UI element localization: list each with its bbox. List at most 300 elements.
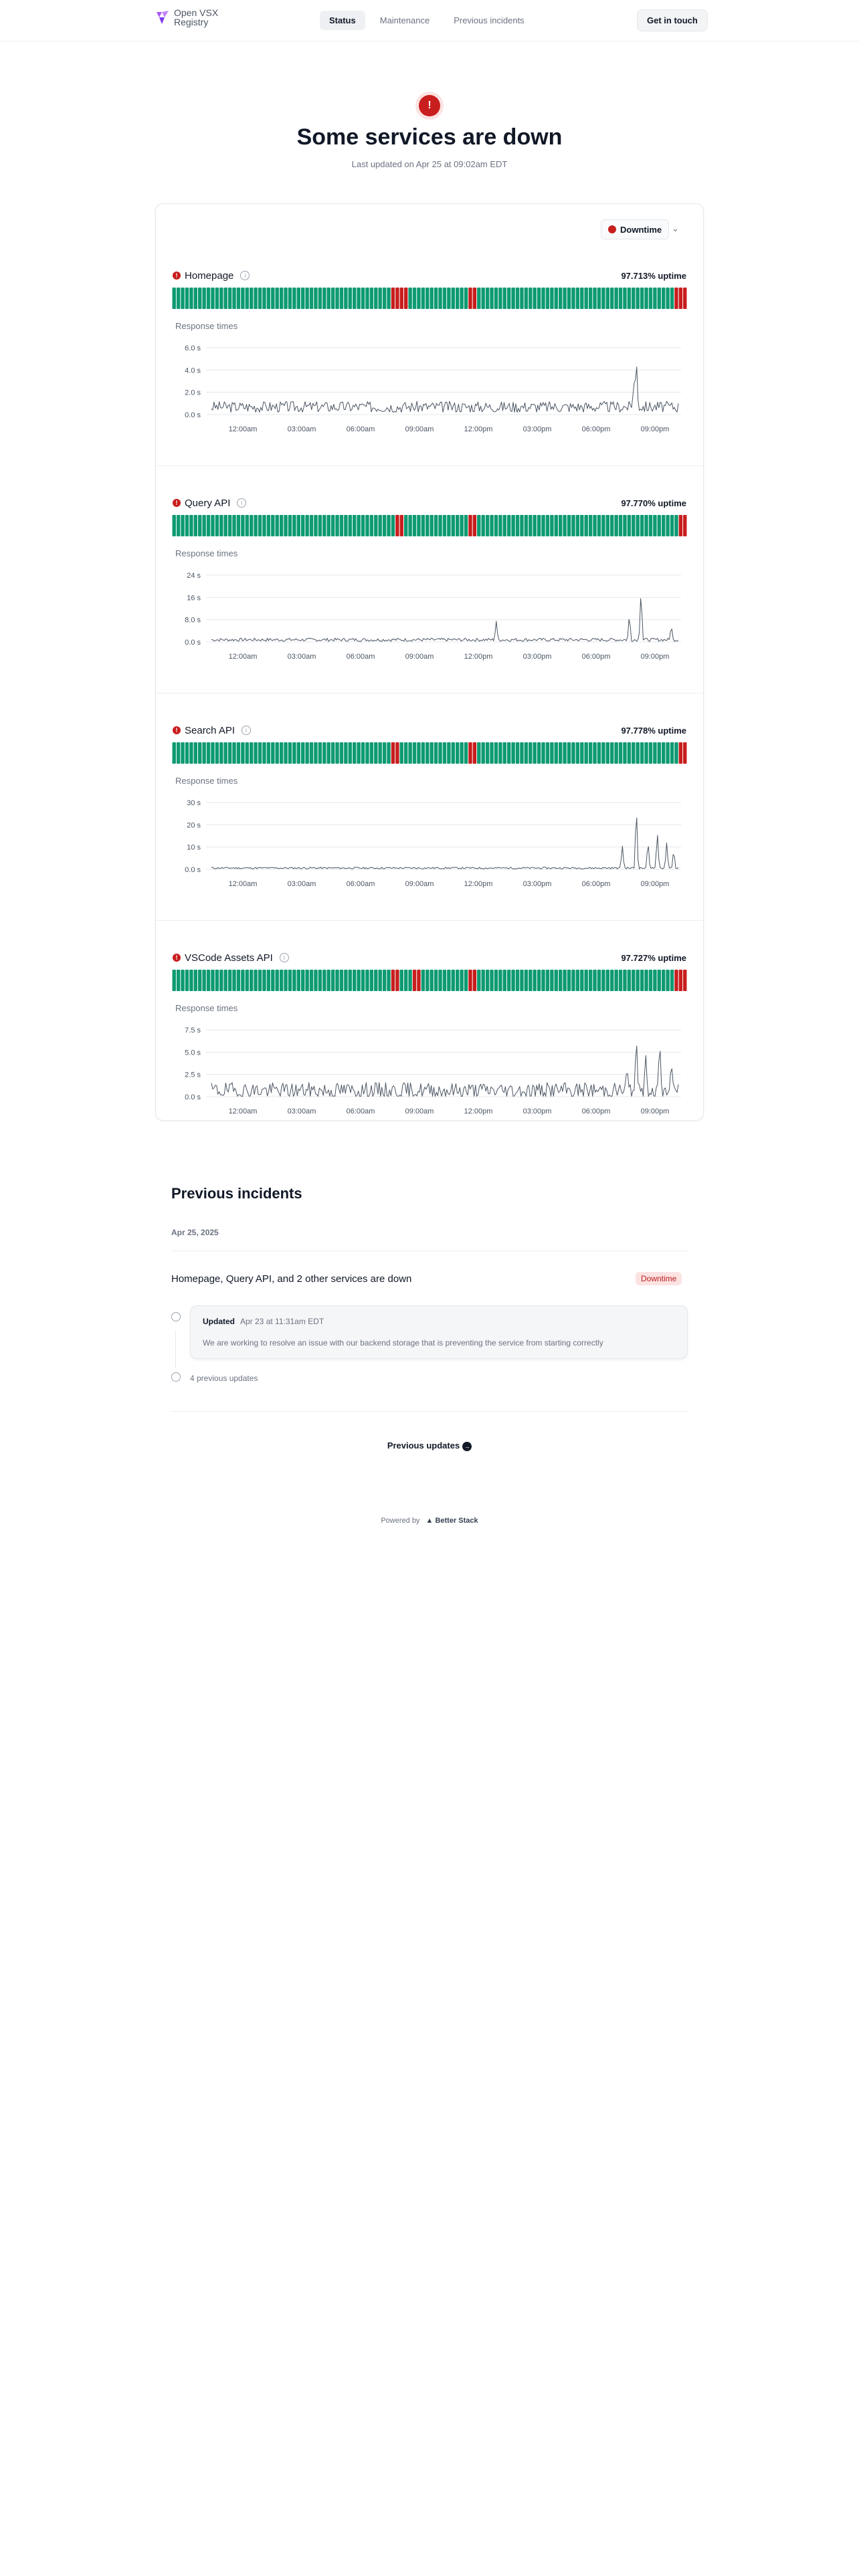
uptime-day-bar[interactable] bbox=[644, 515, 648, 536]
uptime-day-bar[interactable] bbox=[490, 515, 493, 536]
uptime-day-bar[interactable] bbox=[207, 515, 210, 536]
uptime-day-bar[interactable] bbox=[370, 742, 373, 764]
uptime-day-bar[interactable] bbox=[610, 288, 613, 309]
uptime-day-bar[interactable] bbox=[181, 742, 184, 764]
uptime-day-bar[interactable] bbox=[640, 515, 644, 536]
uptime-day-bar[interactable] bbox=[284, 515, 287, 536]
uptime-day-bar[interactable] bbox=[421, 970, 425, 991]
uptime-day-bar[interactable] bbox=[632, 288, 635, 309]
uptime-day-bar[interactable] bbox=[349, 970, 352, 991]
uptime-day-bar[interactable] bbox=[404, 515, 407, 536]
uptime-day-bar[interactable] bbox=[189, 742, 193, 764]
uptime-day-bar[interactable] bbox=[614, 742, 617, 764]
get-in-touch-button[interactable]: Get in touch bbox=[637, 9, 708, 31]
uptime-day-bar[interactable] bbox=[297, 515, 300, 536]
uptime-day-bar[interactable] bbox=[322, 742, 326, 764]
uptime-day-bar[interactable] bbox=[670, 742, 674, 764]
status-filter-select[interactable] bbox=[601, 219, 669, 239]
uptime-day-bar[interactable] bbox=[477, 742, 480, 764]
uptime-day-bar[interactable] bbox=[443, 742, 446, 764]
uptime-day-bar[interactable] bbox=[211, 970, 214, 991]
uptime-day-bar[interactable] bbox=[391, 515, 395, 536]
uptime-day-bar[interactable] bbox=[628, 515, 631, 536]
uptime-day-bar[interactable] bbox=[636, 970, 640, 991]
uptime-day-bar[interactable] bbox=[246, 742, 249, 764]
uptime-day-bar[interactable] bbox=[219, 515, 223, 536]
uptime-day-bar[interactable] bbox=[215, 970, 219, 991]
uptime-day-bar[interactable] bbox=[628, 288, 631, 309]
uptime-day-bar[interactable] bbox=[181, 515, 184, 536]
uptime-day-bar[interactable] bbox=[456, 742, 459, 764]
uptime-day-bar[interactable] bbox=[464, 970, 468, 991]
uptime-day-bar[interactable] bbox=[173, 742, 176, 764]
uptime-day-bar[interactable] bbox=[262, 970, 266, 991]
uptime-day-bar[interactable] bbox=[202, 742, 205, 764]
uptime-day-bar[interactable] bbox=[589, 970, 592, 991]
uptime-day-bar[interactable] bbox=[185, 742, 189, 764]
uptime-day-bar[interactable] bbox=[284, 288, 287, 309]
uptime-day-bar[interactable] bbox=[546, 288, 549, 309]
uptime-day-bar[interactable] bbox=[563, 515, 566, 536]
uptime-day-bar[interactable] bbox=[498, 515, 502, 536]
uptime-day-bar[interactable] bbox=[400, 970, 403, 991]
uptime-day-bar[interactable] bbox=[228, 288, 231, 309]
tab-status[interactable]: Status bbox=[320, 11, 365, 30]
uptime-day-bar[interactable] bbox=[606, 288, 609, 309]
uptime-day-bar[interactable] bbox=[473, 288, 476, 309]
previous-updates-button[interactable] bbox=[0, 1440, 859, 1451]
uptime-day-bar[interactable] bbox=[529, 288, 532, 309]
uptime-day-bar[interactable] bbox=[597, 742, 601, 764]
uptime-day-bar[interactable] bbox=[202, 515, 205, 536]
uptime-day-bar[interactable] bbox=[490, 288, 493, 309]
uptime-day-bar[interactable] bbox=[585, 515, 588, 536]
uptime-day-bar[interactable] bbox=[211, 742, 214, 764]
uptime-day-bar[interactable] bbox=[297, 288, 300, 309]
uptime-day-bar[interactable] bbox=[529, 970, 532, 991]
uptime-day-bar[interactable] bbox=[503, 742, 506, 764]
uptime-day-bar[interactable] bbox=[391, 970, 395, 991]
uptime-day-bar[interactable] bbox=[335, 742, 339, 764]
uptime-day-bar[interactable] bbox=[224, 742, 227, 764]
uptime-day-bar[interactable] bbox=[541, 742, 545, 764]
uptime-day-bar[interactable] bbox=[292, 288, 296, 309]
uptime-day-bar[interactable] bbox=[177, 970, 180, 991]
uptime-day-bar[interactable] bbox=[301, 515, 304, 536]
uptime-day-bar[interactable] bbox=[580, 515, 583, 536]
uptime-day-bar[interactable] bbox=[511, 742, 514, 764]
uptime-day-bar[interactable] bbox=[219, 970, 223, 991]
uptime-day-bar[interactable] bbox=[452, 970, 455, 991]
uptime-day-bar[interactable] bbox=[452, 742, 455, 764]
uptime-day-bar[interactable] bbox=[555, 515, 558, 536]
uptime-day-bar[interactable] bbox=[593, 970, 596, 991]
uptime-day-bar[interactable] bbox=[318, 288, 322, 309]
uptime-day-bar[interactable] bbox=[473, 515, 476, 536]
uptime-day-bar[interactable] bbox=[340, 288, 343, 309]
uptime-day-bar[interactable] bbox=[177, 515, 180, 536]
uptime-day-bar[interactable] bbox=[310, 288, 313, 309]
uptime-day-bar[interactable] bbox=[370, 288, 373, 309]
uptime-day-bar[interactable] bbox=[662, 288, 665, 309]
uptime-day-bar[interactable] bbox=[610, 970, 613, 991]
uptime-day-bar[interactable] bbox=[555, 742, 558, 764]
uptime-day-bar[interactable] bbox=[387, 742, 390, 764]
uptime-day-bar[interactable] bbox=[498, 970, 502, 991]
uptime-day-bar[interactable] bbox=[331, 288, 335, 309]
uptime-day-bar[interactable] bbox=[318, 970, 322, 991]
uptime-day-bar[interactable] bbox=[194, 288, 197, 309]
uptime-day-bar[interactable] bbox=[383, 970, 386, 991]
uptime-day-bar[interactable] bbox=[198, 515, 201, 536]
uptime-day-bar[interactable] bbox=[520, 742, 523, 764]
uptime-day-bar[interactable] bbox=[619, 515, 622, 536]
uptime-day-bar[interactable] bbox=[601, 742, 605, 764]
uptime-day-bar[interactable] bbox=[520, 515, 523, 536]
uptime-day-bar[interactable] bbox=[198, 742, 201, 764]
uptime-day-bar[interactable] bbox=[653, 288, 656, 309]
uptime-day-bar[interactable] bbox=[494, 742, 498, 764]
uptime-day-bar[interactable] bbox=[434, 288, 438, 309]
uptime-day-bar[interactable] bbox=[280, 970, 283, 991]
uptime-day-bar[interactable] bbox=[425, 742, 429, 764]
uptime-day-bar[interactable] bbox=[666, 742, 669, 764]
uptime-day-bar[interactable] bbox=[460, 742, 463, 764]
uptime-day-bar[interactable] bbox=[555, 288, 558, 309]
uptime-day-bar[interactable] bbox=[662, 742, 665, 764]
uptime-day-bar[interactable] bbox=[194, 515, 197, 536]
uptime-day-bar[interactable] bbox=[292, 742, 296, 764]
uptime-day-bar[interactable] bbox=[464, 515, 468, 536]
uptime-day-bar[interactable] bbox=[224, 970, 227, 991]
uptime-day-bar[interactable] bbox=[344, 742, 347, 764]
uptime-day-bar[interactable] bbox=[365, 742, 369, 764]
uptime-day-bar[interactable] bbox=[349, 742, 352, 764]
uptime-day-bar[interactable] bbox=[580, 970, 583, 991]
uptime-day-bar[interactable] bbox=[322, 288, 326, 309]
uptime-day-bar[interactable] bbox=[658, 742, 661, 764]
uptime-day-bar[interactable] bbox=[640, 970, 644, 991]
uptime-day-bar[interactable] bbox=[511, 970, 514, 991]
uptime-day-bar[interactable] bbox=[413, 970, 416, 991]
uptime-day-bar[interactable] bbox=[653, 515, 656, 536]
uptime-day-bar[interactable] bbox=[628, 970, 631, 991]
uptime-day-bar[interactable] bbox=[198, 288, 201, 309]
uptime-day-bar[interactable] bbox=[601, 288, 605, 309]
uptime-day-bar[interactable] bbox=[173, 288, 176, 309]
uptime-day-bar[interactable] bbox=[614, 515, 617, 536]
uptime-day-bar[interactable] bbox=[482, 288, 485, 309]
uptime-day-bar[interactable] bbox=[297, 742, 300, 764]
uptime-day-bar[interactable] bbox=[408, 288, 411, 309]
uptime-day-bar[interactable] bbox=[365, 288, 369, 309]
chevron-down-icon[interactable]: ⌄ bbox=[672, 223, 679, 233]
uptime-day-bar[interactable] bbox=[379, 515, 382, 536]
uptime-day-bar[interactable] bbox=[276, 970, 279, 991]
uptime-day-bar[interactable] bbox=[232, 970, 235, 991]
uptime-day-bar[interactable] bbox=[267, 742, 270, 764]
uptime-day-bar[interactable] bbox=[207, 970, 210, 991]
uptime-day-bar[interactable] bbox=[340, 515, 343, 536]
uptime-day-bar[interactable] bbox=[683, 288, 686, 309]
uptime-day-bar[interactable] bbox=[413, 742, 416, 764]
uptime-day-bar[interactable] bbox=[559, 288, 562, 309]
uptime-day-bar[interactable] bbox=[194, 970, 197, 991]
uptime-day-bar[interactable] bbox=[460, 515, 463, 536]
uptime-day-bar[interactable] bbox=[327, 970, 330, 991]
uptime-day-bar[interactable] bbox=[498, 742, 502, 764]
uptime-day-bar[interactable] bbox=[357, 742, 360, 764]
uptime-day-bar[interactable] bbox=[537, 515, 541, 536]
uptime-day-bar[interactable] bbox=[486, 288, 489, 309]
uptime-day-bar[interactable] bbox=[533, 288, 537, 309]
uptime-day-bar[interactable] bbox=[318, 742, 322, 764]
uptime-day-bar[interactable] bbox=[490, 970, 493, 991]
response-time-series-line[interactable] bbox=[211, 1046, 678, 1096]
uptime-day-bar[interactable] bbox=[614, 970, 617, 991]
uptime-day-bar[interactable] bbox=[258, 742, 262, 764]
uptime-day-bar[interactable] bbox=[430, 970, 434, 991]
uptime-day-bar[interactable] bbox=[185, 515, 189, 536]
uptime-day-bar[interactable] bbox=[486, 515, 489, 536]
uptime-day-bar[interactable] bbox=[576, 742, 579, 764]
uptime-day-bar[interactable] bbox=[541, 288, 545, 309]
uptime-day-bar[interactable] bbox=[301, 288, 304, 309]
uptime-day-bar[interactable] bbox=[379, 288, 382, 309]
uptime-day-bar[interactable] bbox=[662, 515, 665, 536]
uptime-day-bar[interactable] bbox=[237, 742, 240, 764]
uptime-day-bar[interactable] bbox=[202, 288, 205, 309]
uptime-day-bar[interactable] bbox=[395, 742, 399, 764]
uptime-day-bar[interactable] bbox=[658, 970, 661, 991]
uptime-day-bar[interactable] bbox=[628, 742, 631, 764]
uptime-day-bar[interactable] bbox=[430, 288, 434, 309]
uptime-day-bar[interactable] bbox=[340, 742, 343, 764]
uptime-day-bar[interactable] bbox=[452, 288, 455, 309]
uptime-day-bar[interactable] bbox=[443, 970, 446, 991]
uptime-day-bar[interactable] bbox=[228, 970, 231, 991]
uptime-day-bar[interactable] bbox=[464, 742, 468, 764]
uptime-day-bar[interactable] bbox=[571, 742, 575, 764]
uptime-day-bar[interactable] bbox=[649, 970, 652, 991]
uptime-day-bar[interactable] bbox=[224, 288, 227, 309]
uptime-day-bar[interactable] bbox=[280, 288, 283, 309]
uptime-day-bar[interactable] bbox=[335, 515, 339, 536]
uptime-day-bar[interactable] bbox=[580, 742, 583, 764]
uptime-day-bar[interactable] bbox=[430, 742, 434, 764]
uptime-day-bar[interactable] bbox=[494, 970, 498, 991]
uptime-day-bar[interactable] bbox=[649, 515, 652, 536]
previous-updates-link[interactable]: 4 previous updates bbox=[190, 1374, 258, 1383]
uptime-day-bar[interactable] bbox=[640, 288, 644, 309]
uptime-day-bar[interactable] bbox=[400, 515, 403, 536]
uptime-day-bar[interactable] bbox=[623, 288, 626, 309]
uptime-day-bar[interactable] bbox=[494, 288, 498, 309]
uptime-day-bar[interactable] bbox=[241, 288, 244, 309]
uptime-day-bar[interactable] bbox=[177, 742, 180, 764]
uptime-day-bar[interactable] bbox=[473, 970, 476, 991]
uptime-day-bar[interactable] bbox=[395, 515, 399, 536]
uptime-day-bar[interactable] bbox=[185, 970, 189, 991]
uptime-day-bar[interactable] bbox=[276, 515, 279, 536]
uptime-day-bar[interactable] bbox=[593, 515, 596, 536]
uptime-day-bar[interactable] bbox=[379, 742, 382, 764]
brand-logo[interactable] bbox=[155, 8, 218, 27]
uptime-day-bar[interactable] bbox=[623, 970, 626, 991]
uptime-day-bar[interactable] bbox=[344, 515, 347, 536]
uptime-day-bar[interactable] bbox=[425, 970, 429, 991]
uptime-day-bar[interactable] bbox=[477, 970, 480, 991]
uptime-day-bar[interactable] bbox=[207, 742, 210, 764]
uptime-day-bar[interactable] bbox=[550, 970, 553, 991]
uptime-day-bar[interactable] bbox=[623, 742, 626, 764]
uptime-day-bar[interactable] bbox=[250, 742, 253, 764]
uptime-day-bar[interactable] bbox=[636, 742, 640, 764]
uptime-day-bar[interactable] bbox=[503, 515, 506, 536]
uptime-day-bar[interactable] bbox=[177, 288, 180, 309]
uptime-day-bar[interactable] bbox=[189, 288, 193, 309]
uptime-day-bar[interactable] bbox=[421, 288, 425, 309]
uptime-day-bar[interactable] bbox=[383, 515, 386, 536]
uptime-day-bar[interactable] bbox=[666, 515, 669, 536]
uptime-day-bar[interactable] bbox=[533, 970, 537, 991]
uptime-day-bar[interactable] bbox=[516, 288, 519, 309]
uptime-day-bar[interactable] bbox=[589, 742, 592, 764]
uptime-day-bar[interactable] bbox=[267, 970, 270, 991]
uptime-day-bar[interactable] bbox=[357, 970, 360, 991]
uptime-day-bar[interactable] bbox=[447, 970, 450, 991]
info-icon[interactable]: i bbox=[237, 498, 246, 508]
uptime-day-bar[interactable] bbox=[310, 515, 313, 536]
uptime-day-bar[interactable] bbox=[198, 970, 201, 991]
uptime-day-bar[interactable] bbox=[674, 515, 678, 536]
uptime-day-bar[interactable] bbox=[670, 515, 674, 536]
uptime-day-bar[interactable] bbox=[383, 742, 386, 764]
uptime-day-bar[interactable] bbox=[310, 970, 313, 991]
uptime-day-bar[interactable] bbox=[610, 515, 613, 536]
uptime-day-bar[interactable] bbox=[361, 742, 365, 764]
uptime-day-bar[interactable] bbox=[202, 970, 205, 991]
uptime-day-bar[interactable] bbox=[301, 970, 304, 991]
uptime-day-bar[interactable] bbox=[503, 970, 506, 991]
uptime-day-bar[interactable] bbox=[589, 288, 592, 309]
uptime-day-bar[interactable] bbox=[185, 288, 189, 309]
uptime-day-bar[interactable] bbox=[632, 742, 635, 764]
uptime-day-bar[interactable] bbox=[606, 970, 609, 991]
uptime-day-bar[interactable] bbox=[357, 288, 360, 309]
uptime-day-bar[interactable] bbox=[468, 288, 472, 309]
uptime-day-bar[interactable] bbox=[327, 288, 330, 309]
uptime-day-bar[interactable] bbox=[250, 515, 253, 536]
uptime-day-bar[interactable] bbox=[541, 970, 545, 991]
uptime-day-bar[interactable] bbox=[498, 288, 502, 309]
uptime-day-bar[interactable] bbox=[228, 515, 231, 536]
uptime-day-bar[interactable] bbox=[344, 288, 347, 309]
uptime-day-bar[interactable] bbox=[593, 742, 596, 764]
uptime-day-bar[interactable] bbox=[438, 742, 442, 764]
uptime-day-bar[interactable] bbox=[666, 288, 669, 309]
uptime-day-bar[interactable] bbox=[219, 288, 223, 309]
uptime-day-bar[interactable] bbox=[232, 742, 235, 764]
uptime-day-bar[interactable] bbox=[237, 515, 240, 536]
uptime-day-bar[interactable] bbox=[644, 742, 648, 764]
uptime-day-bar[interactable] bbox=[241, 742, 244, 764]
uptime-day-bar[interactable] bbox=[619, 970, 622, 991]
uptime-day-bar[interactable] bbox=[349, 288, 352, 309]
uptime-day-bar[interactable] bbox=[567, 515, 571, 536]
uptime-day-bar[interactable] bbox=[438, 515, 442, 536]
uptime-day-bar[interactable] bbox=[288, 970, 292, 991]
uptime-day-bar[interactable] bbox=[559, 970, 562, 991]
uptime-day-bar[interactable] bbox=[237, 970, 240, 991]
uptime-day-bar[interactable] bbox=[537, 742, 541, 764]
uptime-day-bar[interactable] bbox=[173, 970, 176, 991]
incident-title-link[interactable]: Homepage, Query API, and 2 other services are down bbox=[171, 1273, 412, 1285]
uptime-day-bar[interactable] bbox=[619, 742, 622, 764]
uptime-day-bar[interactable] bbox=[482, 515, 485, 536]
uptime-day-bar[interactable] bbox=[344, 970, 347, 991]
uptime-day-bar[interactable] bbox=[262, 742, 266, 764]
uptime-day-bar[interactable] bbox=[379, 970, 382, 991]
uptime-day-bar[interactable] bbox=[194, 742, 197, 764]
uptime-day-bar[interactable] bbox=[503, 288, 506, 309]
uptime-day-bar[interactable] bbox=[211, 288, 214, 309]
uptime-day-bar[interactable] bbox=[550, 742, 553, 764]
uptime-day-bar[interactable] bbox=[288, 515, 292, 536]
uptime-day-bar[interactable] bbox=[468, 742, 472, 764]
uptime-day-bar[interactable] bbox=[387, 288, 390, 309]
uptime-day-bar[interactable] bbox=[524, 742, 528, 764]
uptime-day-bar[interactable] bbox=[571, 288, 575, 309]
uptime-day-bar[interactable] bbox=[374, 515, 377, 536]
uptime-day-bar[interactable] bbox=[533, 742, 537, 764]
uptime-day-bar[interactable] bbox=[524, 515, 528, 536]
uptime-day-bar[interactable] bbox=[284, 970, 287, 991]
uptime-day-bar[interactable] bbox=[580, 288, 583, 309]
uptime-day-bar[interactable] bbox=[331, 515, 335, 536]
uptime-day-bar[interactable] bbox=[567, 288, 571, 309]
uptime-day-bar[interactable] bbox=[507, 515, 510, 536]
uptime-day-bar[interactable] bbox=[632, 515, 635, 536]
uptime-day-bar[interactable] bbox=[507, 288, 510, 309]
uptime-day-bar[interactable] bbox=[314, 742, 317, 764]
uptime-day-bar[interactable] bbox=[314, 288, 317, 309]
uptime-day-bar[interactable] bbox=[189, 970, 193, 991]
uptime-day-bar[interactable] bbox=[649, 742, 652, 764]
uptime-day-bar[interactable] bbox=[215, 515, 219, 536]
uptime-day-bar[interactable] bbox=[370, 970, 373, 991]
uptime-day-bar[interactable] bbox=[511, 288, 514, 309]
uptime-day-bar[interactable] bbox=[679, 742, 682, 764]
uptime-day-bar[interactable] bbox=[254, 288, 257, 309]
uptime-day-bar[interactable] bbox=[254, 515, 257, 536]
uptime-day-bar[interactable] bbox=[361, 288, 365, 309]
uptime-day-bar[interactable] bbox=[400, 742, 403, 764]
uptime-day-bar[interactable] bbox=[207, 288, 210, 309]
uptime-day-bar[interactable] bbox=[674, 742, 678, 764]
uptime-day-bar[interactable] bbox=[614, 288, 617, 309]
uptime-day-bar[interactable] bbox=[288, 288, 292, 309]
uptime-day-bar[interactable] bbox=[438, 970, 442, 991]
uptime-day-bar[interactable] bbox=[597, 515, 601, 536]
uptime-day-bar[interactable] bbox=[297, 970, 300, 991]
uptime-day-bar[interactable] bbox=[679, 515, 682, 536]
uptime-day-bar[interactable] bbox=[318, 515, 322, 536]
uptime-day-bar[interactable] bbox=[383, 288, 386, 309]
uptime-day-bar[interactable] bbox=[417, 970, 420, 991]
uptime-day-bar[interactable] bbox=[593, 288, 596, 309]
uptime-day-bar[interactable] bbox=[653, 742, 656, 764]
